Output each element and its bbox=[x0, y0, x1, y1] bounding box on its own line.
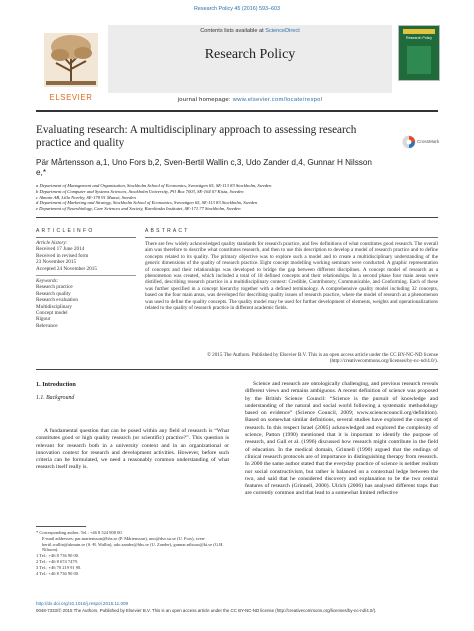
journal-title: Research Policy bbox=[204, 47, 296, 62]
intro-right-column: Science and research are ontologically challenging, and previous research reveals different views and remains ambiguous. A recent definition of science was proposed by the British Science Council: “Science is the pursuit of knowledge and understanding of the natural and social world following a systematic methodology based on evidence” (Science Council, 2009; www.sciencecouncil.org/definition). Based on somewhat similar definitions, several studies have explored the concept of research. In this respect Israel (2005) acknowledged and explored the complexity of science, Patton (1990) mentioned that it is important to identify the purpose of research, and Gall et al. (1996) discussed how research might contribute in the field of education. In the medical domain, Grinnell (1990) argued that the endings of clinical research protocols are of importance in distinguishing therapy from research. In 2000 the same author stated that the everyday practice of science is neither realism nor social constructivism, but rather is balanced on a contextual ledge between the two, and said that he considered discovery and explanation to be the two central features of research (Grinnell, 2000). Ulrich (2006) has analysed different traps that are currently common and that lead to a somewhat limited reflective bbox=[245, 381, 438, 497]
section-heading: 1. Introduction bbox=[36, 381, 76, 388]
affiliation-d: d Department of Marketing and Strategy, Stockholm School of Economics, Sveavägen 65, SE-113 83 Stockholm, Sweden bbox=[36, 200, 258, 206]
sciencedirect-link[interactable]: ScienceDirect bbox=[265, 28, 300, 34]
keyword-item: Rigour bbox=[36, 316, 51, 323]
affiliation-a: a Department of Management and Organization, Stockholm School of Economics, Sveavägen 65, SE-113 83 Stockholm, Sweden bbox=[36, 183, 272, 188]
footnote-emails[interactable]: E-mail addresses: par.martensson@hhs.se (P. Mårtensson), uno@dsv.su.se (U. Fors), sven-bertil.wallin@almain.se (S.-B. Wallin), udo.zander@hhs.se (U. Zander), gunnar.nilsson@ki.se (G.H. Nilsson). bbox=[42, 535, 224, 553]
cover-title: Research Policy bbox=[406, 36, 432, 40]
affiliation-c: c Almain AB, Lilla Norrby, SE-178 91 Munsö, Sweden bbox=[36, 194, 136, 200]
elsevier-logo bbox=[36, 23, 106, 105]
footnotes bbox=[36, 530, 229, 576]
footnote-3: 3 Tel.: +46 70 219 91 90. bbox=[36, 564, 82, 570]
footnote-1: 1 Tel.: +46 8 736 90 00. bbox=[36, 553, 80, 559]
keyword-item: Research evaluation bbox=[36, 297, 78, 304]
affiliations bbox=[36, 183, 438, 212]
history-accepted: Accepted 24 November 2015 bbox=[36, 265, 97, 272]
header-rule bbox=[36, 110, 438, 112]
issn-line: 0048-7333/© 2015 The Authors. Published by Elsevier B.V. This is an open access article under the CC BY-NC-ND license (http://creativecommons.org/licenses/by-nc-nd/4.0/). bbox=[36, 608, 377, 613]
article-title: Evaluating research: A multidisciplinary approach to assessing research practice and quality bbox=[36, 124, 357, 149]
history-revised-label: Received in revised form bbox=[36, 252, 89, 259]
keyword-item: Multidisciplinary bbox=[36, 303, 73, 310]
affiliation-b: b Department of Computer and Systems Sciences, Stockholm University, PO Box 7003, SE-164 07 Kista, Sweden bbox=[36, 188, 244, 194]
header-band bbox=[108, 25, 392, 93]
history-heading: Article history: bbox=[36, 240, 68, 246]
abstract-text: There are few widely acknowledged quality standards for research practice, and few definitions of what constitutes good research. The overall aim was therefore to describe what constitutes research, and then to use this description to develop a model of research practice and to define concepts related to its quality. The primary objective was to explore such a model and to create a multidisciplinary understanding of the generic dimensions of the quality of research practice. Eight concept modelling working seminars were conducted. A graphic representation of concepts and their relationships was developed to bridge the gap between different disciplines. A concept model of research as a phenomenon was created, which included a total of 18 defined concepts and their relationships. In a second phase four main areas were distilled, describing research practice in a multidisciplinary context: Credible, Contributory, Communicable, and Conforming. Each of these was further specified in a concept hierarchy together with a defined terminology. A comprehensive quality model including 32 concepts, based on the four main areas, was developed for describing quality issues of research practice, where the model of research as a phenomenon was used to define the quality concepts. The quality model may be used for further development of elements, weights and operationalizations related to the quality of research practice in different academic fields. bbox=[145, 241, 438, 312]
keyword-item: Concept model bbox=[36, 310, 68, 317]
abstract-rule-bottom bbox=[36, 369, 438, 370]
keywords-heading: Keywords: bbox=[36, 278, 59, 284]
homepage-prefix: journal homepage: bbox=[177, 97, 233, 103]
contents-line bbox=[108, 28, 392, 34]
journal-cover bbox=[398, 25, 440, 81]
doi-link[interactable]: http://dx.doi.org/10.1016/j.respol.2015.11.009 bbox=[36, 601, 129, 606]
article-info-rule bbox=[36, 237, 136, 238]
cover-stripe bbox=[403, 29, 435, 34]
crossmark-icon bbox=[402, 135, 416, 149]
keyword-item: Research quality bbox=[36, 290, 71, 297]
history-received: Received 17 June 2014 bbox=[36, 246, 85, 253]
footnote-rule bbox=[36, 526, 86, 527]
author-list: Pär Mårtensson a,1, Uno Fors b,2, Sven-Bertil Wallin c,3, Udo Zander d,4, Gunnar H Nilsson e,* bbox=[36, 158, 372, 177]
publisher-logo-text: ELSEVIER bbox=[49, 93, 93, 102]
crossmark-badge[interactable] bbox=[402, 134, 438, 150]
abstract-copyright: © 2015 The Authors. Published by Elsevier B.V. This is an open access article under the CC BY-NC-ND license (http://creativecommons.org/licenses/by-nc-nd/4.0/). bbox=[206, 352, 438, 365]
homepage-line bbox=[108, 97, 392, 103]
keywords bbox=[36, 278, 136, 329]
footnote-4: 4 Tel.: +46 8 736 90 00. bbox=[36, 570, 80, 576]
journal-header bbox=[36, 23, 438, 109]
keyword-item: Research practice bbox=[36, 284, 73, 291]
abstract-heading: A B S T R A C T bbox=[145, 228, 188, 234]
crossmark-label: CrossMark bbox=[417, 139, 440, 144]
intro-paragraph: A fundamental question that can be posed within any field of research is “What constitutes good or high quality research (or scientific) practice?”. This question is relevant for research both in a university context and in an organizational or innovation context for research and development activities. However, before such criteria can be formulated, we need a reasonably common understanding of what research itself really is. bbox=[36, 428, 229, 471]
article-info-heading: A R T I C L E I N F O bbox=[36, 228, 93, 234]
affiliation-rule bbox=[36, 217, 438, 218]
keywords-rule bbox=[36, 275, 136, 276]
elsevier-tree-icon bbox=[36, 23, 106, 93]
footnote-2: 2 Tel.: +46 8 674 7479. bbox=[36, 558, 79, 564]
subsection-heading: 1.1. Background bbox=[36, 395, 75, 401]
affiliation-e: e Department of Neurobiology, Care Sciences and Society, Karolinska Institutet, SE-171 77 Stockholm, Sweden bbox=[36, 206, 241, 212]
homepage-url[interactable]: www.elsevier.com/locate/respol bbox=[232, 97, 323, 103]
keyword-item: Relevance bbox=[36, 322, 58, 329]
abstract-rule bbox=[145, 237, 438, 238]
article-history bbox=[36, 240, 136, 272]
cover-art bbox=[407, 46, 431, 74]
journal-reference[interactable]: Research Policy 45 (2016) 593–603 bbox=[193, 6, 280, 12]
footnote-corresponding: * Corresponding author. Tel.: +46 8 524 800 00. bbox=[36, 530, 123, 535]
history-revised-date: 23 November 2015 bbox=[36, 259, 77, 266]
contents-prefix: Contents lists available at bbox=[200, 28, 266, 34]
